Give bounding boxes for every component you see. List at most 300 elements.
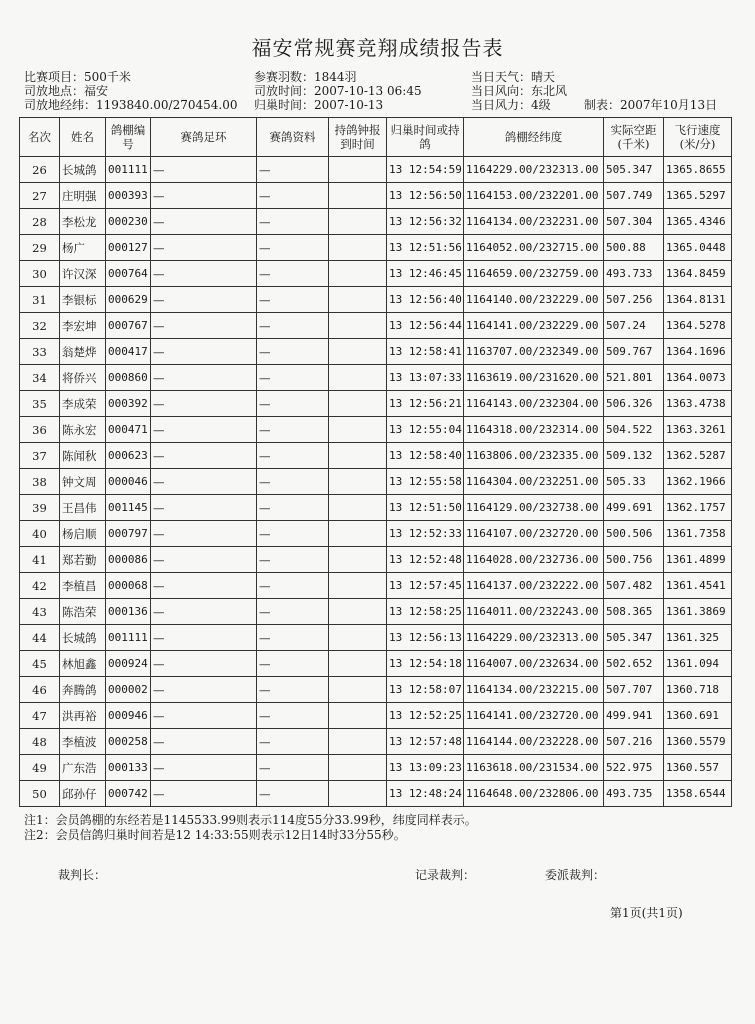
header-pigeon-info: 赛鸽资料: [257, 118, 329, 157]
cell-speed: 1363.3261: [664, 417, 732, 443]
cell-rank: 49: [20, 755, 60, 781]
cell-clock-time: [329, 729, 387, 755]
cell-loft-id: 000623: [106, 443, 151, 469]
cell-ring: —: [151, 313, 257, 339]
table-row: [20, 521, 732, 547]
cell-loft-id: 000258: [106, 729, 151, 755]
cell-arrival: 13 12:51:56: [387, 235, 464, 261]
cell-rank: 33: [20, 339, 60, 365]
table-row: [20, 417, 732, 443]
cell-loft-id: 000046: [106, 469, 151, 495]
cell-name: 奔腾鸽: [60, 677, 106, 703]
cell-pigeon-info: —: [257, 209, 329, 235]
table-row: [20, 495, 732, 521]
table-row: [20, 781, 732, 807]
cell-rank: 31: [20, 287, 60, 313]
cell-loft-id: 000767: [106, 313, 151, 339]
cell-speed: 1361.7358: [664, 521, 732, 547]
cell-arrival: 13 12:46:45: [387, 261, 464, 287]
cell-arrival: 13 12:54:18: [387, 651, 464, 677]
cell-speed: 1363.4738: [664, 391, 732, 417]
cell-coordinates: 1164134.00/232215.00: [464, 677, 604, 703]
cell-distance: 509.767: [604, 339, 664, 365]
cell-name: 陈浩荣: [60, 599, 106, 625]
cell-loft-id: 000127: [106, 235, 151, 261]
cell-arrival: 13 12:56:32: [387, 209, 464, 235]
footnote-2: 注2：会员信鸽归巢时间若是12 14:33:55则表示12日14时33分55秒。: [24, 828, 406, 842]
cell-arrival: 13 12:57:45: [387, 573, 464, 599]
cell-speed: 1364.1696: [664, 339, 732, 365]
cell-speed: 1360.691: [664, 703, 732, 729]
cell-coordinates: 1164007.00/232634.00: [464, 651, 604, 677]
table-row: [20, 365, 732, 391]
cell-distance: 493.733: [604, 261, 664, 287]
cell-pigeon-info: —: [257, 781, 329, 807]
cell-loft-id: 000860: [106, 365, 151, 391]
cell-pigeon-info: —: [257, 287, 329, 313]
cell-speed: 1364.5278: [664, 313, 732, 339]
table-row: [20, 261, 732, 287]
cell-name: 将侨兴: [60, 365, 106, 391]
cell-pigeon-info: —: [257, 365, 329, 391]
cell-name: 李植波: [60, 729, 106, 755]
cell-rank: 42: [20, 573, 60, 599]
cell-loft-id: 000133: [106, 755, 151, 781]
cell-arrival: 13 12:56:13: [387, 625, 464, 651]
cell-coordinates: 1163707.00/232349.00: [464, 339, 604, 365]
cell-coordinates: 1164648.00/232806.00: [464, 781, 604, 807]
cell-pigeon-info: —: [257, 339, 329, 365]
cell-rank: 50: [20, 781, 60, 807]
cell-pigeon-info: —: [257, 495, 329, 521]
cell-ring: —: [151, 547, 257, 573]
cell-rank: 30: [20, 261, 60, 287]
cell-distance: 507.24: [604, 313, 664, 339]
cell-distance: 505.347: [604, 157, 664, 183]
wind-direction: 当日风向：东北风: [471, 84, 568, 98]
results-table: [19, 117, 732, 807]
return-time: 归巢时间：2007-10-13: [254, 98, 384, 112]
cell-clock-time: [329, 443, 387, 469]
cell-rank: 27: [20, 183, 60, 209]
cell-name: 长城鸽: [60, 625, 106, 651]
cell-rank: 44: [20, 625, 60, 651]
cell-distance: 499.941: [604, 703, 664, 729]
cell-rank: 39: [20, 495, 60, 521]
table-row: [20, 183, 732, 209]
cell-ring: —: [151, 755, 257, 781]
delegated-judge-label: 委派裁判：: [545, 868, 606, 882]
cell-coordinates: 1164141.00/232229.00: [464, 313, 604, 339]
cell-clock-time: [329, 755, 387, 781]
cell-name: 翁楚烨: [60, 339, 106, 365]
cell-ring: —: [151, 365, 257, 391]
cell-distance: 507.216: [604, 729, 664, 755]
footnote-1: 注1：会员鸽棚的东经若是1145533.99则表示114度55分33.99秒，纬度同样表示。: [24, 813, 477, 827]
cell-name: 杨广: [60, 235, 106, 261]
cell-ring: —: [151, 209, 257, 235]
cell-pigeon-info: —: [257, 677, 329, 703]
cell-arrival: 13 12:54:59: [387, 157, 464, 183]
cell-arrival: 13 13:09:23: [387, 755, 464, 781]
cell-clock-time: [329, 599, 387, 625]
cell-coordinates: 1164229.00/232313.00: [464, 625, 604, 651]
table-row: [20, 651, 732, 677]
cell-name: 林旭鑫: [60, 651, 106, 677]
cell-clock-time: [329, 781, 387, 807]
cell-speed: 1364.8131: [664, 287, 732, 313]
cell-coordinates: 1164318.00/232314.00: [464, 417, 604, 443]
footnotes: [24, 813, 477, 843]
cell-speed: 1365.5297: [664, 183, 732, 209]
header-clock-time: 持鸽钟报到时间: [329, 118, 387, 157]
header-loft-id: 鸽棚编号: [106, 118, 151, 157]
table-row: [20, 235, 732, 261]
cell-pigeon-info: —: [257, 547, 329, 573]
cell-loft-id: 001145: [106, 495, 151, 521]
cell-ring: —: [151, 677, 257, 703]
cell-distance: 507.749: [604, 183, 664, 209]
cell-coordinates: 1164134.00/232231.00: [464, 209, 604, 235]
cell-rank: 26: [20, 157, 60, 183]
cell-distance: 508.365: [604, 599, 664, 625]
cell-loft-id: 000924: [106, 651, 151, 677]
table-row: [20, 313, 732, 339]
table-row: [20, 625, 732, 651]
cell-clock-time: [329, 157, 387, 183]
cell-speed: 1361.4541: [664, 573, 732, 599]
cell-clock-time: [329, 339, 387, 365]
cell-coordinates: 1164052.00/232715.00: [464, 235, 604, 261]
cell-arrival: 13 12:52:25: [387, 703, 464, 729]
cell-name: 钟文周: [60, 469, 106, 495]
cell-loft-id: 000393: [106, 183, 151, 209]
cell-distance: 499.691: [604, 495, 664, 521]
cell-loft-id: 000068: [106, 573, 151, 599]
cell-rank: 40: [20, 521, 60, 547]
cell-loft-id: 000471: [106, 417, 151, 443]
table-row: [20, 599, 732, 625]
cell-rank: 43: [20, 599, 60, 625]
cell-distance: 500.506: [604, 521, 664, 547]
table-row: [20, 209, 732, 235]
page-number: 第1页(共1页): [610, 906, 683, 920]
cell-rank: 41: [20, 547, 60, 573]
cell-arrival: 13 12:52:33: [387, 521, 464, 547]
cell-distance: 507.304: [604, 209, 664, 235]
wind-force: 当日风力：4级: [471, 98, 551, 112]
cell-pigeon-info: —: [257, 313, 329, 339]
cell-coordinates: 1164659.00/232759.00: [464, 261, 604, 287]
cell-clock-time: [329, 391, 387, 417]
cell-ring: —: [151, 599, 257, 625]
table-row: [20, 729, 732, 755]
cell-ring: —: [151, 651, 257, 677]
entry-count: 参赛羽数：1844羽: [254, 70, 357, 84]
cell-distance: 507.256: [604, 287, 664, 313]
cell-rank: 28: [20, 209, 60, 235]
table-row: [20, 573, 732, 599]
cell-speed: 1365.0448: [664, 235, 732, 261]
cell-arrival: 13 12:57:48: [387, 729, 464, 755]
cell-arrival: 13 13:07:33: [387, 365, 464, 391]
cell-coordinates: 1164141.00/232720.00: [464, 703, 604, 729]
cell-rank: 36: [20, 417, 60, 443]
tabulation-date: 制表：2007年10月13日: [584, 98, 718, 112]
cell-clock-time: [329, 677, 387, 703]
cell-distance: 502.652: [604, 651, 664, 677]
cell-rank: 32: [20, 313, 60, 339]
cell-loft-id: 000764: [106, 261, 151, 287]
cell-pigeon-info: —: [257, 443, 329, 469]
cell-name: 李松龙: [60, 209, 106, 235]
cell-clock-time: [329, 365, 387, 391]
cell-coordinates: 1164229.00/232313.00: [464, 157, 604, 183]
cell-ring: —: [151, 469, 257, 495]
race-event: 比赛项目：500千米: [24, 70, 131, 84]
cell-rank: 34: [20, 365, 60, 391]
cell-ring: —: [151, 157, 257, 183]
cell-loft-id: 000946: [106, 703, 151, 729]
table-row: [20, 469, 732, 495]
cell-distance: 509.132: [604, 443, 664, 469]
cell-speed: 1360.718: [664, 677, 732, 703]
cell-distance: 521.801: [604, 365, 664, 391]
race-info-col-1: [24, 70, 237, 112]
cell-coordinates: 1164144.00/232228.00: [464, 729, 604, 755]
cell-coordinates: 1163619.00/231620.00: [464, 365, 604, 391]
cell-arrival: 13 12:58:41: [387, 339, 464, 365]
cell-speed: 1364.0073: [664, 365, 732, 391]
cell-name: 郑若勤: [60, 547, 106, 573]
cell-name: 长城鸽: [60, 157, 106, 183]
cell-coordinates: 1163806.00/232335.00: [464, 443, 604, 469]
cell-pigeon-info: —: [257, 183, 329, 209]
cell-speed: 1365.8655: [664, 157, 732, 183]
cell-ring: —: [151, 391, 257, 417]
cell-ring: —: [151, 573, 257, 599]
weather: 当日天气：晴天: [471, 70, 556, 84]
release-coordinates: 司放地经纬：1193840.00/270454.00: [24, 98, 238, 112]
cell-ring: —: [151, 443, 257, 469]
cell-clock-time: [329, 209, 387, 235]
header-distance: 实际空距(千米): [604, 118, 664, 157]
report-title: 福安常规赛竞翔成绩报告表: [251, 36, 504, 60]
cell-clock-time: [329, 547, 387, 573]
cell-rank: 45: [20, 651, 60, 677]
recording-judge-label: 记录裁判：: [415, 868, 476, 882]
cell-speed: 1361.325: [664, 625, 732, 651]
cell-name: 邱孙仔: [60, 781, 106, 807]
cell-loft-id: 000136: [106, 599, 151, 625]
cell-rank: 38: [20, 469, 60, 495]
cell-pigeon-info: —: [257, 417, 329, 443]
cell-ring: —: [151, 495, 257, 521]
header-rank: 名次: [20, 118, 60, 157]
cell-coordinates: 1164011.00/232243.00: [464, 599, 604, 625]
cell-arrival: 13 12:58:07: [387, 677, 464, 703]
cell-name: 陈永宏: [60, 417, 106, 443]
table-row: [20, 703, 732, 729]
cell-pigeon-info: —: [257, 625, 329, 651]
cell-clock-time: [329, 183, 387, 209]
cell-ring: —: [151, 339, 257, 365]
cell-rank: 46: [20, 677, 60, 703]
cell-ring: —: [151, 183, 257, 209]
cell-pigeon-info: —: [257, 521, 329, 547]
race-info-col-3: [471, 70, 567, 112]
cell-loft-id: 000417: [106, 339, 151, 365]
table-row: [20, 157, 732, 183]
cell-clock-time: [329, 625, 387, 651]
cell-arrival: 13 12:52:48: [387, 547, 464, 573]
cell-coordinates: 1164140.00/232229.00: [464, 287, 604, 313]
cell-ring: —: [151, 703, 257, 729]
cell-arrival: 13 12:56:40: [387, 287, 464, 313]
cell-arrival: 13 12:51:50: [387, 495, 464, 521]
cell-pigeon-info: —: [257, 235, 329, 261]
cell-rank: 35: [20, 391, 60, 417]
cell-name: 陈闻秋: [60, 443, 106, 469]
cell-clock-time: [329, 313, 387, 339]
cell-coordinates: 1163618.00/231534.00: [464, 755, 604, 781]
cell-arrival: 13 12:56:50: [387, 183, 464, 209]
cell-speed: 1360.557: [664, 755, 732, 781]
cell-distance: 504.522: [604, 417, 664, 443]
cell-distance: 505.33: [604, 469, 664, 495]
cell-distance: 506.326: [604, 391, 664, 417]
cell-name: 王昌伟: [60, 495, 106, 521]
header-speed: 飞行速度(米/分): [664, 118, 732, 157]
cell-loft-id: 001111: [106, 157, 151, 183]
cell-clock-time: [329, 417, 387, 443]
cell-loft-id: 000230: [106, 209, 151, 235]
cell-loft-id: 001111: [106, 625, 151, 651]
cell-pigeon-info: —: [257, 599, 329, 625]
cell-distance: 507.707: [604, 677, 664, 703]
cell-coordinates: 1164143.00/232304.00: [464, 391, 604, 417]
cell-clock-time: [329, 261, 387, 287]
table-row: [20, 339, 732, 365]
table-row: [20, 287, 732, 313]
cell-arrival: 13 12:58:40: [387, 443, 464, 469]
cell-loft-id: 000086: [106, 547, 151, 573]
table-row: [20, 755, 732, 781]
cell-clock-time: [329, 573, 387, 599]
cell-ring: —: [151, 729, 257, 755]
cell-loft-id: 000629: [106, 287, 151, 313]
cell-rank: 29: [20, 235, 60, 261]
cell-clock-time: [329, 703, 387, 729]
cell-coordinates: 1164137.00/232222.00: [464, 573, 604, 599]
cell-clock-time: [329, 495, 387, 521]
cell-pigeon-info: —: [257, 261, 329, 287]
cell-clock-time: [329, 287, 387, 313]
cell-ring: —: [151, 521, 257, 547]
cell-name: 李成荣: [60, 391, 106, 417]
cell-rank: 37: [20, 443, 60, 469]
cell-arrival: 13 12:58:25: [387, 599, 464, 625]
cell-speed: 1361.094: [664, 651, 732, 677]
cell-ring: —: [151, 625, 257, 651]
cell-distance: 507.482: [604, 573, 664, 599]
header-name: 姓名: [60, 118, 106, 157]
cell-clock-time: [329, 469, 387, 495]
cell-rank: 48: [20, 729, 60, 755]
release-location: 司放地点：福安: [24, 84, 109, 98]
cell-ring: —: [151, 417, 257, 443]
table-row: [20, 677, 732, 703]
cell-speed: 1362.1757: [664, 495, 732, 521]
cell-distance: 500.88: [604, 235, 664, 261]
cell-arrival: 13 12:55:58: [387, 469, 464, 495]
cell-coordinates: 1164304.00/232251.00: [464, 469, 604, 495]
cell-speed: 1361.4899: [664, 547, 732, 573]
cell-ring: —: [151, 287, 257, 313]
chief-judge-label: 裁判长：: [58, 868, 107, 882]
cell-clock-time: [329, 521, 387, 547]
cell-loft-id: 000002: [106, 677, 151, 703]
cell-pigeon-info: —: [257, 469, 329, 495]
cell-speed: 1364.8459: [664, 261, 732, 287]
cell-name: 李银标: [60, 287, 106, 313]
cell-pigeon-info: —: [257, 157, 329, 183]
cell-name: 杨启顺: [60, 521, 106, 547]
cell-clock-time: [329, 235, 387, 261]
cell-pigeon-info: —: [257, 651, 329, 677]
cell-distance: 505.347: [604, 625, 664, 651]
cell-loft-id: 000742: [106, 781, 151, 807]
header-coordinates: 鸽棚经纬度: [464, 118, 604, 157]
cell-distance: 522.975: [604, 755, 664, 781]
cell-ring: —: [151, 235, 257, 261]
cell-coordinates: 1164153.00/232201.00: [464, 183, 604, 209]
cell-speed: 1362.1966: [664, 469, 732, 495]
cell-name: 庄明强: [60, 183, 106, 209]
table-row: [20, 391, 732, 417]
cell-loft-id: 000392: [106, 391, 151, 417]
cell-arrival: 13 12:55:04: [387, 417, 464, 443]
cell-distance: 493.735: [604, 781, 664, 807]
race-info-col-2: [254, 70, 422, 112]
table-row: [20, 547, 732, 573]
cell-rank: 47: [20, 703, 60, 729]
cell-arrival: 13 12:56:21: [387, 391, 464, 417]
cell-arrival: 13 12:48:24: [387, 781, 464, 807]
cell-distance: 500.756: [604, 547, 664, 573]
cell-pigeon-info: —: [257, 755, 329, 781]
cell-loft-id: 000797: [106, 521, 151, 547]
cell-pigeon-info: —: [257, 391, 329, 417]
cell-speed: 1361.3869: [664, 599, 732, 625]
cell-pigeon-info: —: [257, 729, 329, 755]
cell-ring: —: [151, 781, 257, 807]
cell-coordinates: 1164028.00/232736.00: [464, 547, 604, 573]
cell-clock-time: [329, 651, 387, 677]
cell-name: 许汉深: [60, 261, 106, 287]
cell-speed: 1360.5579: [664, 729, 732, 755]
cell-name: 李宏坤: [60, 313, 106, 339]
cell-pigeon-info: —: [257, 573, 329, 599]
cell-coordinates: 1164129.00/232738.00: [464, 495, 604, 521]
cell-pigeon-info: —: [257, 703, 329, 729]
cell-coordinates: 1164107.00/232720.00: [464, 521, 604, 547]
cell-ring: —: [151, 261, 257, 287]
cell-name: 洪再裕: [60, 703, 106, 729]
header-ring: 赛鸽足环: [151, 118, 257, 157]
cell-name: 李植昌: [60, 573, 106, 599]
table-header-row: [20, 118, 732, 157]
